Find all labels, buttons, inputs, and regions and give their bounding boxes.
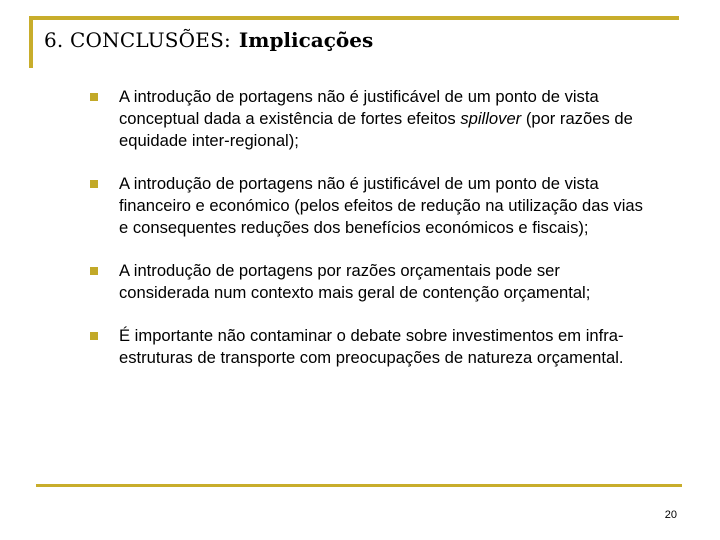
slide-title-main: 6. CONCLUSÕES: [44,28,231,52]
page-number: 20 [664,509,677,521]
square-bullet-icon [90,180,98,188]
bullet-text-part: (por razões de equidade inter-regional); [119,109,633,150]
slide-title-sub: Implicações [238,28,374,52]
bullet-item [88,86,648,152]
square-bullet-icon [90,267,98,275]
footer-divider [36,484,682,487]
bullet-text-emphasis: spillover [460,109,522,128]
square-bullet-icon [90,93,98,101]
bullet-text: A introdução de portagens não é justificável de um ponto de vista financeiro e económico (pelos efeitos de redução na utilização das vias e consequentes reduções dos benefícios económicos e fiscais); [119,174,643,237]
bullet-text: A introdução de portagens por razões orçamentais pode ser considerada num contexto mais geral de contenção orçamental; [119,261,591,302]
slide-title [44,28,373,52]
title-accent-bar-top [29,16,679,20]
square-bullet-icon [90,332,98,340]
bullet-list [88,86,648,369]
bullet-item [88,325,648,369]
bullet-text: É importante não contaminar o debate sobre investimentos em infra-estruturas de transporte com preocupações de natureza orçamental. [119,326,624,367]
title-accent-bar-left [29,16,33,68]
bullet-item [88,260,648,304]
bullet-item [88,173,648,239]
bullet-text-part: A introdução de portagens não é justificável de um ponto de vista conceptual dada a existência de fortes efeitos [119,87,599,128]
